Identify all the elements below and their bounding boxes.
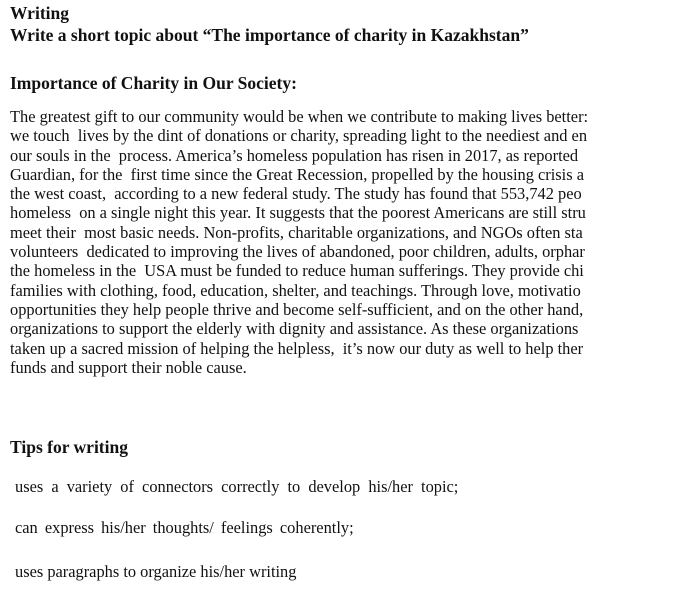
- task-prompt: Write a short topic about “The importance of charity in Kazakhstan”: [10, 25, 529, 45]
- tips-title: Tips for writing: [10, 437, 128, 457]
- essay-line: our souls in the process. America’s homeless population has risen in 2017, as reported: [10, 145, 579, 165]
- essay-line: opportunities they help people thrive and become self-sufficient, and on the other hand,: [10, 299, 584, 319]
- essay-line: the homeless in the USA must be funded to reduce human sufferings. They provide chi: [10, 261, 584, 281]
- tip-item: uses paragraphs to organize his/her writing: [15, 562, 297, 581]
- tip-item: can express his/her thoughts/ feelings coherently;: [15, 518, 354, 537]
- essay-body: [10, 107, 681, 377]
- essay-line: meet their most basic needs. Non-profits, charitable organizations, and NGOs often sta: [10, 222, 583, 242]
- section-label: Writing: [10, 3, 69, 23]
- essay-title: Importance of Charity in Our Society:: [10, 73, 297, 93]
- essay-line: volunteers dedicated to improving the lives of abandoned, poor children, adults, orphar: [10, 242, 585, 262]
- essay-line: Guardian, for the first time since the Great Recession, propelled by the housing crisis a: [10, 164, 584, 184]
- tip-item: uses a variety of connectors correctly to develop his/her topic;: [15, 477, 459, 496]
- essay-line: funds and support their noble cause.: [10, 357, 247, 377]
- essay-line: families with clothing, food, education, shelter, and teachings. Through love, motivatio: [10, 280, 581, 300]
- essay-line: The greatest gift to our community would be when we contribute to making lives better:: [10, 107, 589, 126]
- essay-line: the west coast, according to a new federal study. The study has found that 553,742 peo: [10, 184, 582, 204]
- essay-line: taken up a sacred mission of helping the helpless, it’s now our duty as well to help ther: [10, 338, 584, 358]
- essay-line: homeless on a single night this year. It suggests that the poorest Americans are still stru: [10, 203, 586, 223]
- essay-line: organizations to support the elderly with dignity and assistance. As these organizations: [10, 319, 579, 339]
- essay-line: we touch lives by the dint of donations or charity, spreading light to the neediest and en: [10, 126, 588, 146]
